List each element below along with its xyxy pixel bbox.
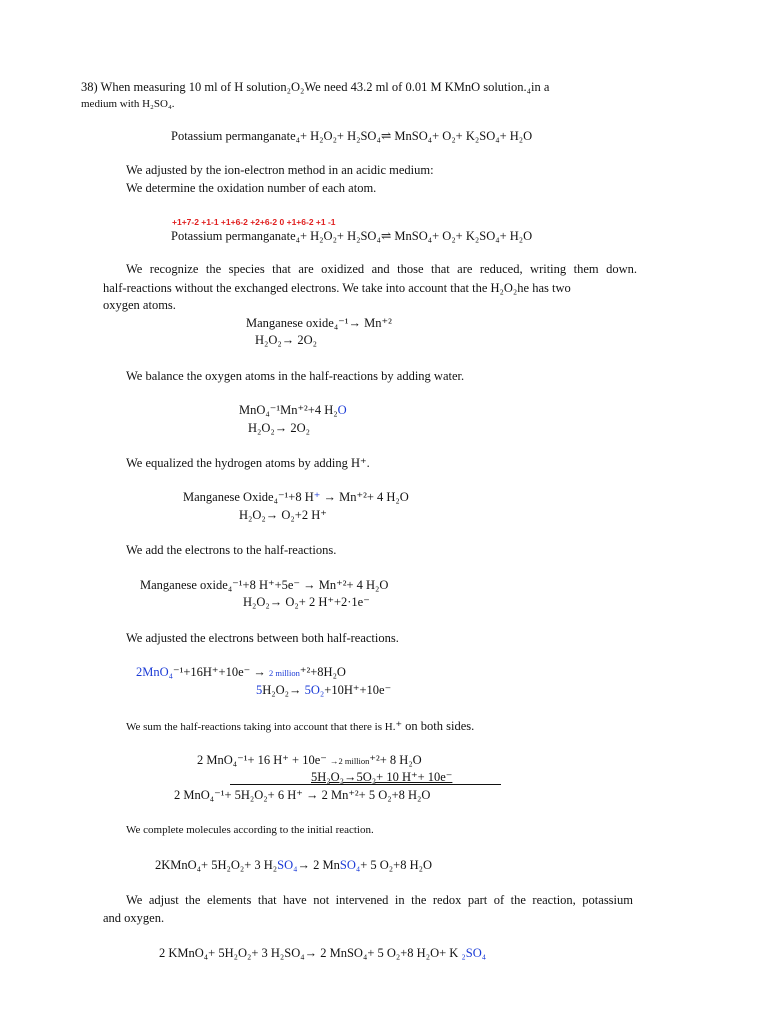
complete-molecules-text: We complete molecules according to the initial reaction. <box>126 824 374 836</box>
initial-reaction: Potassium permanganate₄+ H₂O₂+ H₂SO₄⇌ MnSO₄+ O₂+ K₂SO₄+ H₂O <box>171 129 533 143</box>
problem-statement: 38) When measuring 10 ml of H solution₂O₂We need 43.2 ml of 0.01 M KMnO solution.₄in a <box>81 80 550 94</box>
oxidation-number-text: We determine the oxidation number of each atom. <box>126 181 377 195</box>
paragraph-line-1: We recognize the species that are oxidized and those that are reduced, writing them down. <box>126 262 637 276</box>
paragraph-line-3: oxygen atoms. <box>103 298 176 312</box>
balance-oxygen-text: We balance the oxygen atoms in the half-reactions by adding water. <box>126 369 465 383</box>
sum-divider <box>230 784 501 785</box>
net-ionic-equation: 2 MnO₄⁻¹+ 5H₂O₂+ 6 H⁺ → 2 Mn⁺²+ 5 O₂+8 H₂O <box>174 788 431 802</box>
final-paragraph-line-1: We adjust the elements that have not intervened in the redox part of the reaction, potassium <box>126 893 633 907</box>
oxygen-balanced-oxidation: H₂O₂→ 2O₂ <box>248 421 311 435</box>
sum-reduction: 2 MnO₄⁻¹+ 16 H⁺ + 10e⁻ →2 million⁺²+ 8 H₂O <box>197 753 422 767</box>
sum-oxidation: 5H₂O₂→5O₂+ 10 H⁺+ 10e⁻ <box>311 770 453 784</box>
scaled-oxidation: 5H₂O₂→ 5O₂+10H⁺+10e⁻ <box>256 683 392 697</box>
labeled-reaction: Potassium permanganate₄+ H₂O₂+ H₂SO₄⇌ MnSO₄+ O₂+ K₂SO₄+ H₂O <box>171 229 533 243</box>
adjust-electrons-text: We adjusted the electrons between both half-reactions. <box>126 631 399 645</box>
half-reaction-oxidation: H₂O₂→ 2O₂ <box>255 333 318 347</box>
molecular-equation: 2KMnO₄+ 5H₂O₂+ 3 H₂SO₄→ 2 MnSO₄+ 5 O₂+8 H₂O <box>155 858 432 872</box>
hydrogen-balanced-reduction: Manganese Oxide₄⁻¹+8 H⁺ → Mn⁺²+ 4 H₂O <box>183 490 409 504</box>
oxidation-numbers: +1+7-2 +1-1 +1+6-2 +2+6-2 0 +1+6-2 +1 -1 <box>172 217 336 227</box>
scaled-reduction: 2MnO₄⁻¹+16H⁺+10e⁻ → 2 million⁺²+8H₂O <box>136 665 346 679</box>
oxygen-balanced-reduction: MnO₄⁻¹Mn⁺²+4 H₂O <box>239 403 347 417</box>
add-electrons-text: We add the electrons to the half-reactions. <box>126 543 337 557</box>
electron-reduction: Manganese oxide₄⁻¹+8 H⁺+5e⁻ → Mn⁺²+ 4 H₂O <box>140 578 389 592</box>
balance-hydrogen-text: We equalized the hydrogen atoms by adding H⁺. <box>126 456 370 470</box>
final-balanced-equation: 2 KMnO₄+ 5H₂O₂+ 3 H₂SO₄→ 2 MnSO₄+ 5 O₂+8 H₂O+ K ₂SO₄ <box>159 946 487 960</box>
sum-text: We sum the half-reactions taking into account that there is H.⁺ on both sides. <box>126 719 475 733</box>
problem-statement-cont: medium with H₂SO₄. <box>81 98 175 110</box>
paragraph-line-2: half-reactions without the exchanged electrons. We take into account that the H₂O₂he has two <box>103 281 571 295</box>
hydrogen-balanced-oxidation: H₂O₂→ O₂+2 H⁺ <box>239 508 327 522</box>
electron-oxidation: H₂O₂→ O₂+ 2 H⁺+2·1e⁻ <box>243 595 370 609</box>
final-paragraph-line-2: and oxygen. <box>103 911 165 925</box>
half-reaction-reduction: Manganese oxide₄⁻¹→ Mn⁺² <box>246 316 392 330</box>
method-text: We adjusted by the ion-electron method in an acidic medium: <box>126 163 434 177</box>
